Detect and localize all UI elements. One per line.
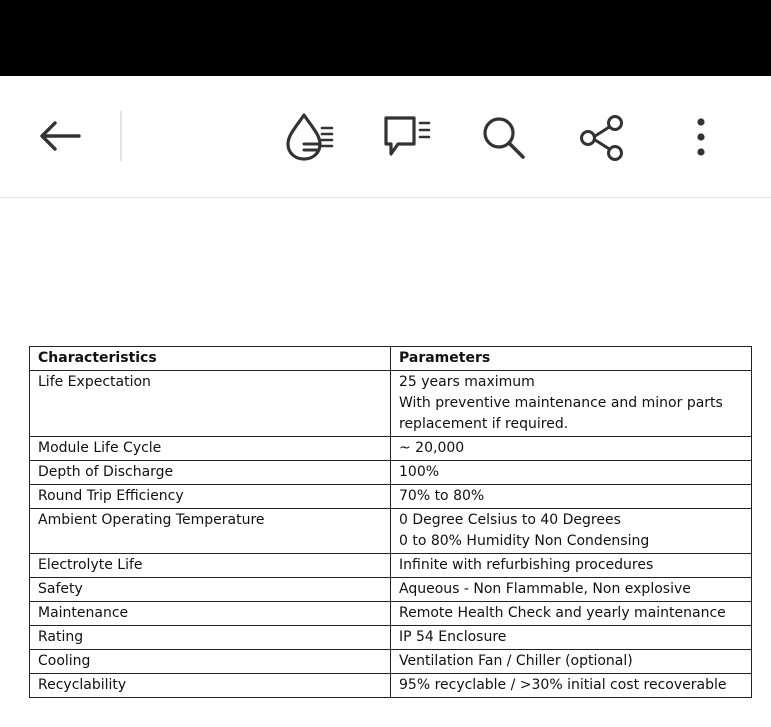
parameter-cell (391, 674, 752, 698)
characteristic-cell: Rating (30, 626, 391, 650)
document-page (0, 198, 771, 727)
table-row (30, 509, 752, 554)
parameter-line: Remote Health Check and yearly maintenance (399, 605, 726, 621)
characteristic-cell: Recyclability (30, 674, 391, 698)
parameter-line: Infinite with refurbishing procedures (399, 557, 654, 573)
parameter-line: 70% to 80% (399, 488, 485, 504)
more-options-button[interactable] (692, 116, 710, 160)
parameter-line: ~ 20,000 (399, 440, 465, 456)
ink-button[interactable] (284, 110, 336, 162)
parameter-line: replacement if required. (399, 416, 569, 432)
parameter-line: 95% recyclable / >30% initial cost recoverable (399, 677, 727, 693)
characteristic-cell: Safety (30, 578, 391, 602)
ink-drop-list-icon (284, 110, 336, 162)
table-row (30, 554, 752, 578)
parameter-line: 100% (399, 464, 440, 480)
column-header-characteristics: Characteristics (30, 347, 391, 371)
toolbar-divider (120, 111, 122, 161)
search-button[interactable] (481, 115, 527, 161)
parameter-cell (391, 437, 752, 461)
comment-list-icon (382, 114, 432, 160)
column-header-parameters: Parameters (391, 347, 752, 371)
more-vertical-icon (692, 116, 710, 160)
characteristic-cell: Cooling (30, 650, 391, 674)
share-button[interactable] (578, 114, 626, 162)
back-arrow-icon (38, 120, 82, 152)
parameter-cell (391, 578, 752, 602)
characteristic-cell: Ambient Operating Temperature (30, 509, 391, 554)
characteristic-cell: Depth of Discharge (30, 461, 391, 485)
comments-button[interactable] (382, 114, 432, 160)
table-row (30, 437, 752, 461)
table-row (30, 461, 752, 485)
parameter-cell (391, 626, 752, 650)
characteristic-cell: Module Life Cycle (30, 437, 391, 461)
parameter-line: With preventive maintenance and minor parts (399, 395, 723, 411)
characteristic-cell: Life Expectation (30, 371, 391, 437)
parameter-line: Aqueous - Non Flammable, Non explosive (399, 581, 691, 597)
parameter-line: IP 54 Enclosure (399, 629, 507, 645)
characteristic-cell: Round Trip Efficiency (30, 485, 391, 509)
parameter-line: 0 Degree Celsius to 40 Degrees (399, 512, 621, 528)
top-toolbar (0, 76, 771, 198)
table-row (30, 650, 752, 674)
parameter-line: 0 to 80% Humidity Non Condensing (399, 533, 650, 549)
parameter-cell (391, 554, 752, 578)
back-button[interactable] (38, 120, 82, 152)
characteristic-cell: Maintenance (30, 602, 391, 626)
parameter-line: 25 years maximum (399, 374, 535, 390)
table-row (30, 578, 752, 602)
parameter-cell (391, 509, 752, 554)
parameter-cell (391, 650, 752, 674)
table-row (30, 371, 752, 437)
parameter-cell (391, 485, 752, 509)
status-bar (0, 0, 771, 76)
parameter-cell (391, 461, 752, 485)
table-row (30, 485, 752, 509)
table-row (30, 674, 752, 698)
parameter-cell (391, 371, 752, 437)
table-row (30, 626, 752, 650)
table-header-row (30, 347, 752, 371)
specification-table (29, 346, 752, 698)
parameter-cell (391, 602, 752, 626)
share-icon (578, 114, 626, 162)
characteristic-cell: Electrolyte Life (30, 554, 391, 578)
search-icon (481, 115, 527, 161)
table-row (30, 602, 752, 626)
parameter-line: Ventilation Fan / Chiller (optional) (399, 653, 633, 669)
